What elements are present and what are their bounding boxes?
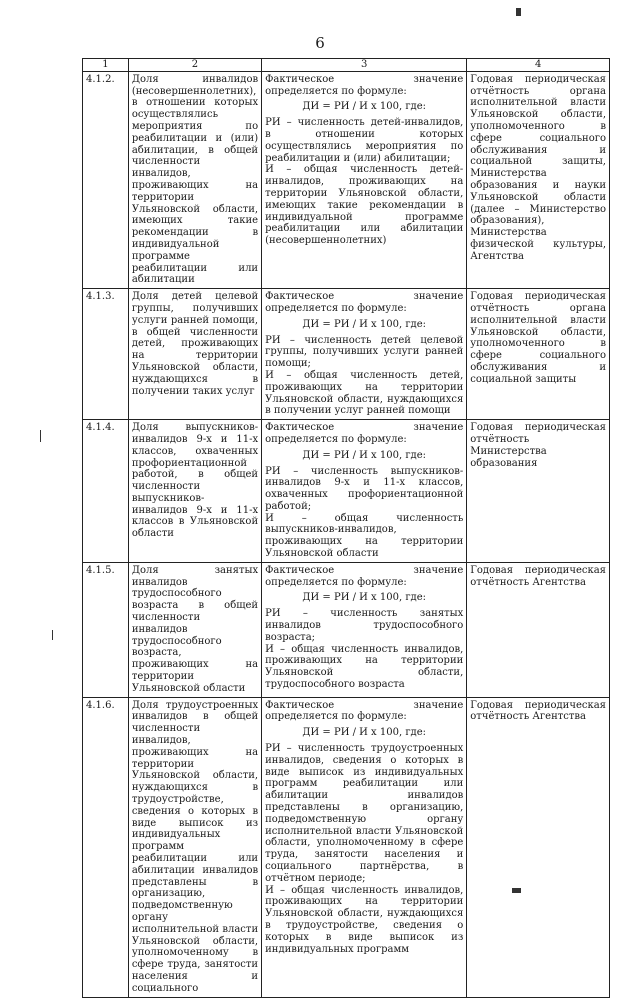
indicators-table [82, 58, 610, 998]
table-row [83, 562, 610, 697]
row-number: 4.1.4. [83, 420, 129, 563]
scan-mark [516, 8, 521, 16]
method-intro: Фактическое значение определяется по формуле: [265, 291, 464, 314]
column-number: 4 [467, 59, 610, 72]
formula-i: И – общая численность детей, проживающих на территории Ульяновской области, нуждающихся в получении услуг ранней помощи [265, 369, 464, 417]
indicator-name: Доля детей целевой группы, получивших услуги ранней помощи, в общей численности детей, проживающих на территории Ульяновской области, нуждающихся в получении таких услуг [128, 289, 261, 420]
calculation-method [262, 697, 467, 997]
table-row [83, 420, 610, 563]
formula-i: И – общая численность выпускников-инвалидов, проживающих на территории Ульяновской области [265, 512, 464, 560]
formula: ДИ = РИ / И х 100, где: [302, 101, 426, 113]
column-number: 1 [83, 59, 129, 72]
row-number: 4.1.6. [83, 697, 129, 997]
formula-i: И – общая численность детей-инвалидов, проживающих на территории Ульяновской области, имеющих такие рекомендации в индивидуальной программе реабилитации или абилитации (несовершеннолетних) [265, 164, 464, 247]
data-source: Годовая периодическая отчётность Министерства образования [467, 420, 610, 563]
scan-mark [40, 430, 41, 442]
calculation-method [262, 71, 467, 288]
indicator-name: Доля инвалидов (несовершеннолетних), в отношении которых осуществлялись мероприятия по реабилитации и (или) абилитации, в общей численности инвалидов, проживающих на территории Ульяновской области, имеющих такие рекомендации в индивидуальной программе реабилитации или абилитации [128, 71, 261, 288]
method-intro: Фактическое значение определяется по формуле: [265, 73, 464, 97]
method-intro: Фактическое значение определяется по формуле: [265, 564, 464, 588]
data-source: Годовая периодическая отчётность Агентства [467, 562, 610, 697]
data-source: Годовая периодическая отчётность органа исполнительной власти Ульяновской области, уполномоченного в сфере социального обслуживания и социальной защиты [467, 289, 610, 420]
table-row [83, 289, 610, 420]
formula: ДИ = РИ / И х 100, где: [302, 727, 426, 739]
indicator-name: Доля выпускников-инвалидов 9-х и 11-х классов, охваченных профориентационной работой, в общей численности выпускников-инвалидов 9-х и 11-х классов в Ульяновской области [128, 420, 261, 563]
calculation-method [262, 420, 467, 563]
calculation-method [262, 562, 467, 697]
data-source: Годовая периодическая отчётность Агентства [467, 697, 610, 997]
formula-ri: РИ – численность детей целевой группы, получивших услуги ранней помощи; [265, 334, 464, 370]
column-number-row [83, 59, 610, 72]
formula-ri: РИ – численность занятых инвалидов трудоспособного возраста; [265, 608, 464, 643]
calculation-method [262, 289, 467, 420]
formula-ri: РИ – численность трудоустроенных инвалидов, сведения о которых в виде выписок из индивидуальных программ реабилитации или абилитации инвалидов представлены в организацию, подведомственную органу исполнительной власти Ульяновской области, уполномоченному в сфере труда, занятости населения и социального партнёрства, в отчётном периоде; [265, 743, 464, 884]
page-number: 6 [315, 34, 325, 52]
scan-mark [512, 888, 521, 893]
column-number: 2 [128, 59, 261, 72]
table-row [83, 71, 610, 288]
formula-i: И – общая численность инвалидов, проживающих на территории Ульяновской области, нуждающихся в трудоустройстве, сведения о которых в виде выписок из индивидуальных программ [265, 884, 464, 955]
method-intro: Фактическое значение определяется по формуле: [265, 422, 464, 445]
indicator-name: Доля занятых инвалидов трудоспособного возраста в общей численности инвалидов трудоспособного возраста, проживающих на территории Ульяновской области [128, 562, 261, 697]
scan-mark [52, 630, 53, 640]
formula-i: И – общая численность инвалидов, проживающих на территории Ульяновской области, трудоспособного возраста [265, 643, 464, 691]
column-number: 3 [262, 59, 467, 72]
row-number: 4.1.5. [83, 562, 129, 697]
row-number: 4.1.3. [83, 289, 129, 420]
table-row [83, 697, 610, 997]
formula-ri: РИ – численность детей-инвалидов, в отношении которых осуществлялись мероприятия по реабилитации и (или) абилитации; [265, 117, 464, 164]
formula: ДИ = РИ / И х 100, где: [302, 592, 426, 604]
method-intro: Фактическое значение определяется по формуле: [265, 699, 464, 723]
row-number: 4.1.2. [83, 71, 129, 288]
formula-ri: РИ – численность выпускников-инвалидов 9-х и 11-х классов, охваченных профориентационной работой; [265, 465, 464, 512]
formula: ДИ = РИ / И х 100, где: [302, 318, 426, 330]
data-source: Годовая периодическая отчётность органа исполнительной власти Ульяновской области, уполномоченного в сфере социального обслуживания и социальной защиты, Министерства образования и науки Ульяновской области (далее – Министерство образования), Министерства физической культуры, Агентства [467, 71, 610, 288]
indicator-name: Доля трудоустроенных инвалидов в общей численности инвалидов, проживающих на территории Ульяновской области, нуждающихся в трудоустройстве, сведения о которых в виде выписок из индивидуальных программ реабилитации или абилитации инвалидов представлены в организацию, подведомственную органу исполнительной власти Ульяновской области, уполномоченному в сфере труда, занятости населения и социального [128, 697, 261, 997]
formula: ДИ = РИ / И х 100, где: [302, 449, 426, 461]
